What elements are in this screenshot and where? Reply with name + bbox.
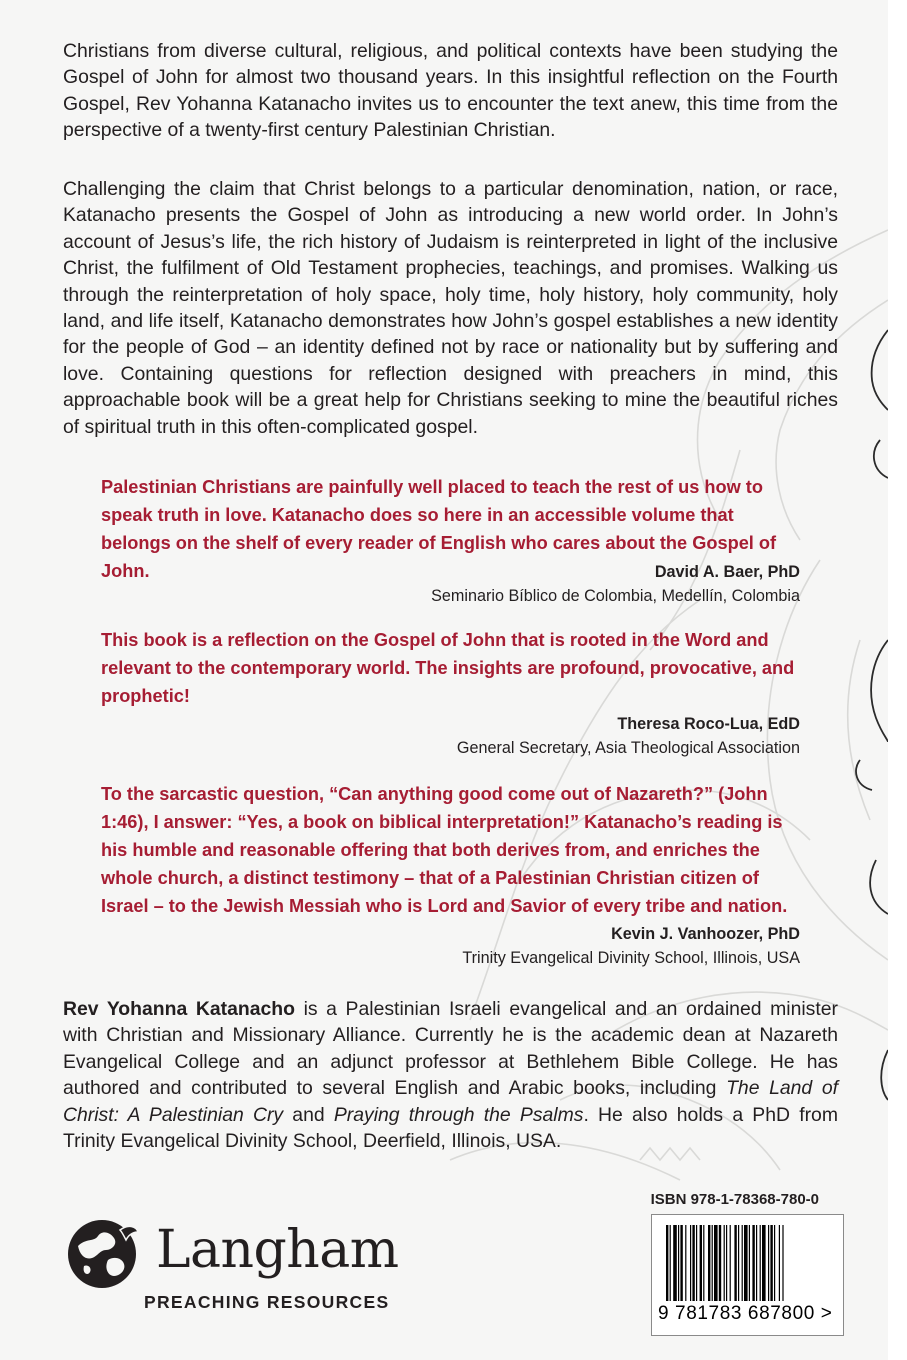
publisher-name: Langham xyxy=(156,1220,399,1280)
author-bio xyxy=(63,996,838,1154)
page-edge xyxy=(888,0,907,1360)
publisher-logo xyxy=(64,1212,414,1322)
endorsement-quote-1: Palestinian Christians are painfully well placed to teach the rest of us how to speak truth in love. Katanacho does so here in an accessible volume that belongs on the shelf of every reader of English who cares about the Gospel of John. xyxy=(101,477,777,581)
barcode xyxy=(651,1214,844,1336)
globe-dove-icon xyxy=(64,1216,140,1292)
bio-text-1: is a Palestinian Israeli evangelical and an ordained minister with Christian and Missionary Alliance. Currently he is the academic dean at Nazareth Evangelical College and an adjunct professor at Bethlehem Bible College. He has authored and contributed to several English and Arabic books, including xyxy=(63,998,838,1100)
endorsement-quote-3: To the sarcastic question, “Can anything good come out of Nazareth?” (John 1:46), I answer: “Yes, a book on biblical interpretation!” Katanacho’s reading is his humble and reasonable offering that both derives from, and enriches the whole church, a distinct testimony – that of a Palestinian Christian citizen of Israel – to the Jewish Messiah who is Lord and Savior of every tribe and nation. xyxy=(101,784,788,916)
endorsement-attribution-3 xyxy=(462,922,800,970)
book-title-2: Praying through the Psalms xyxy=(333,1103,584,1126)
endorser-name: Kevin J. Vanhoozer, PhD xyxy=(611,925,800,943)
endorser-affiliation: General Secretary, Asia Theological Association xyxy=(456,739,800,757)
endorsement-attribution-1 xyxy=(431,560,800,608)
endorser-name: David A. Baer, PhD xyxy=(654,563,800,581)
endorser-name: Theresa Roco-Lua, EdD xyxy=(617,715,800,733)
publisher-tagline: PREACHING RESOURCES xyxy=(144,1292,390,1312)
book-title-1: The Land of Christ: A Palestinian Cry xyxy=(63,1077,838,1126)
description-paragraph-1: Christians from diverse cultural, religious, and political contexts have been studying the Gospel of John for almost two thousand years. In this insightful reflection on the Fourth Gospel, Rev Yohanna Katanacho invites us to encounter the text anew, this time from the perspective of a twenty-first century Palestinian Christian. xyxy=(63,40,838,142)
description-paragraph-2: Challenging the claim that Christ belongs to a particular denomination, nation, or race, Katanacho presents the Gospel of John as introducing a new world order. In John’s account of Jesus’s life, the rich history of Judaism is reinterpreted in light of the inclusive Christ, the fulfilment of Old Testament prophecies, teachings, and promises. Walking us through the reinterpretation of holy space, holy time, holy history, holy community, holy land, and life itself, Katanacho demonstrates how John’s gospel establishes a new identity for the people of God – an identity defined not by race or nationality but by suffering and love. Containing questions for reflection designed with preachers in mind, this approachable book will be a great help for Christians seeking to mine the beautiful riches of spiritual truth in this often-complicated gospel. xyxy=(63,178,838,438)
endorsement-attribution-2 xyxy=(457,712,800,760)
endorser-affiliation: Seminario Bíblico de Colombia, Medellín, Colombia xyxy=(431,587,800,605)
isbn-label: ISBN 978-1-78368-780-0 xyxy=(650,1191,819,1208)
author-name: Rev Yohanna Katanacho xyxy=(63,998,295,1020)
bio-text-2: and xyxy=(283,1103,334,1126)
barcode-bars xyxy=(662,1225,832,1301)
barcode-digits: 9 781783 687800 > xyxy=(658,1303,833,1324)
endorsement-quote-2: This book is a reflection on the Gospel of John that is rooted in the Word and relevant to the contemporary world. The insights are profound, provocative, and prophetic! xyxy=(101,630,795,706)
endorser-affiliation: Trinity Evangelical Divinity School, Illinois, USA xyxy=(462,949,800,967)
bio-text-3: . He also holds a PhD from Trinity Evangelical Divinity School, Deerfield, Illinois, USA. xyxy=(63,1103,838,1153)
